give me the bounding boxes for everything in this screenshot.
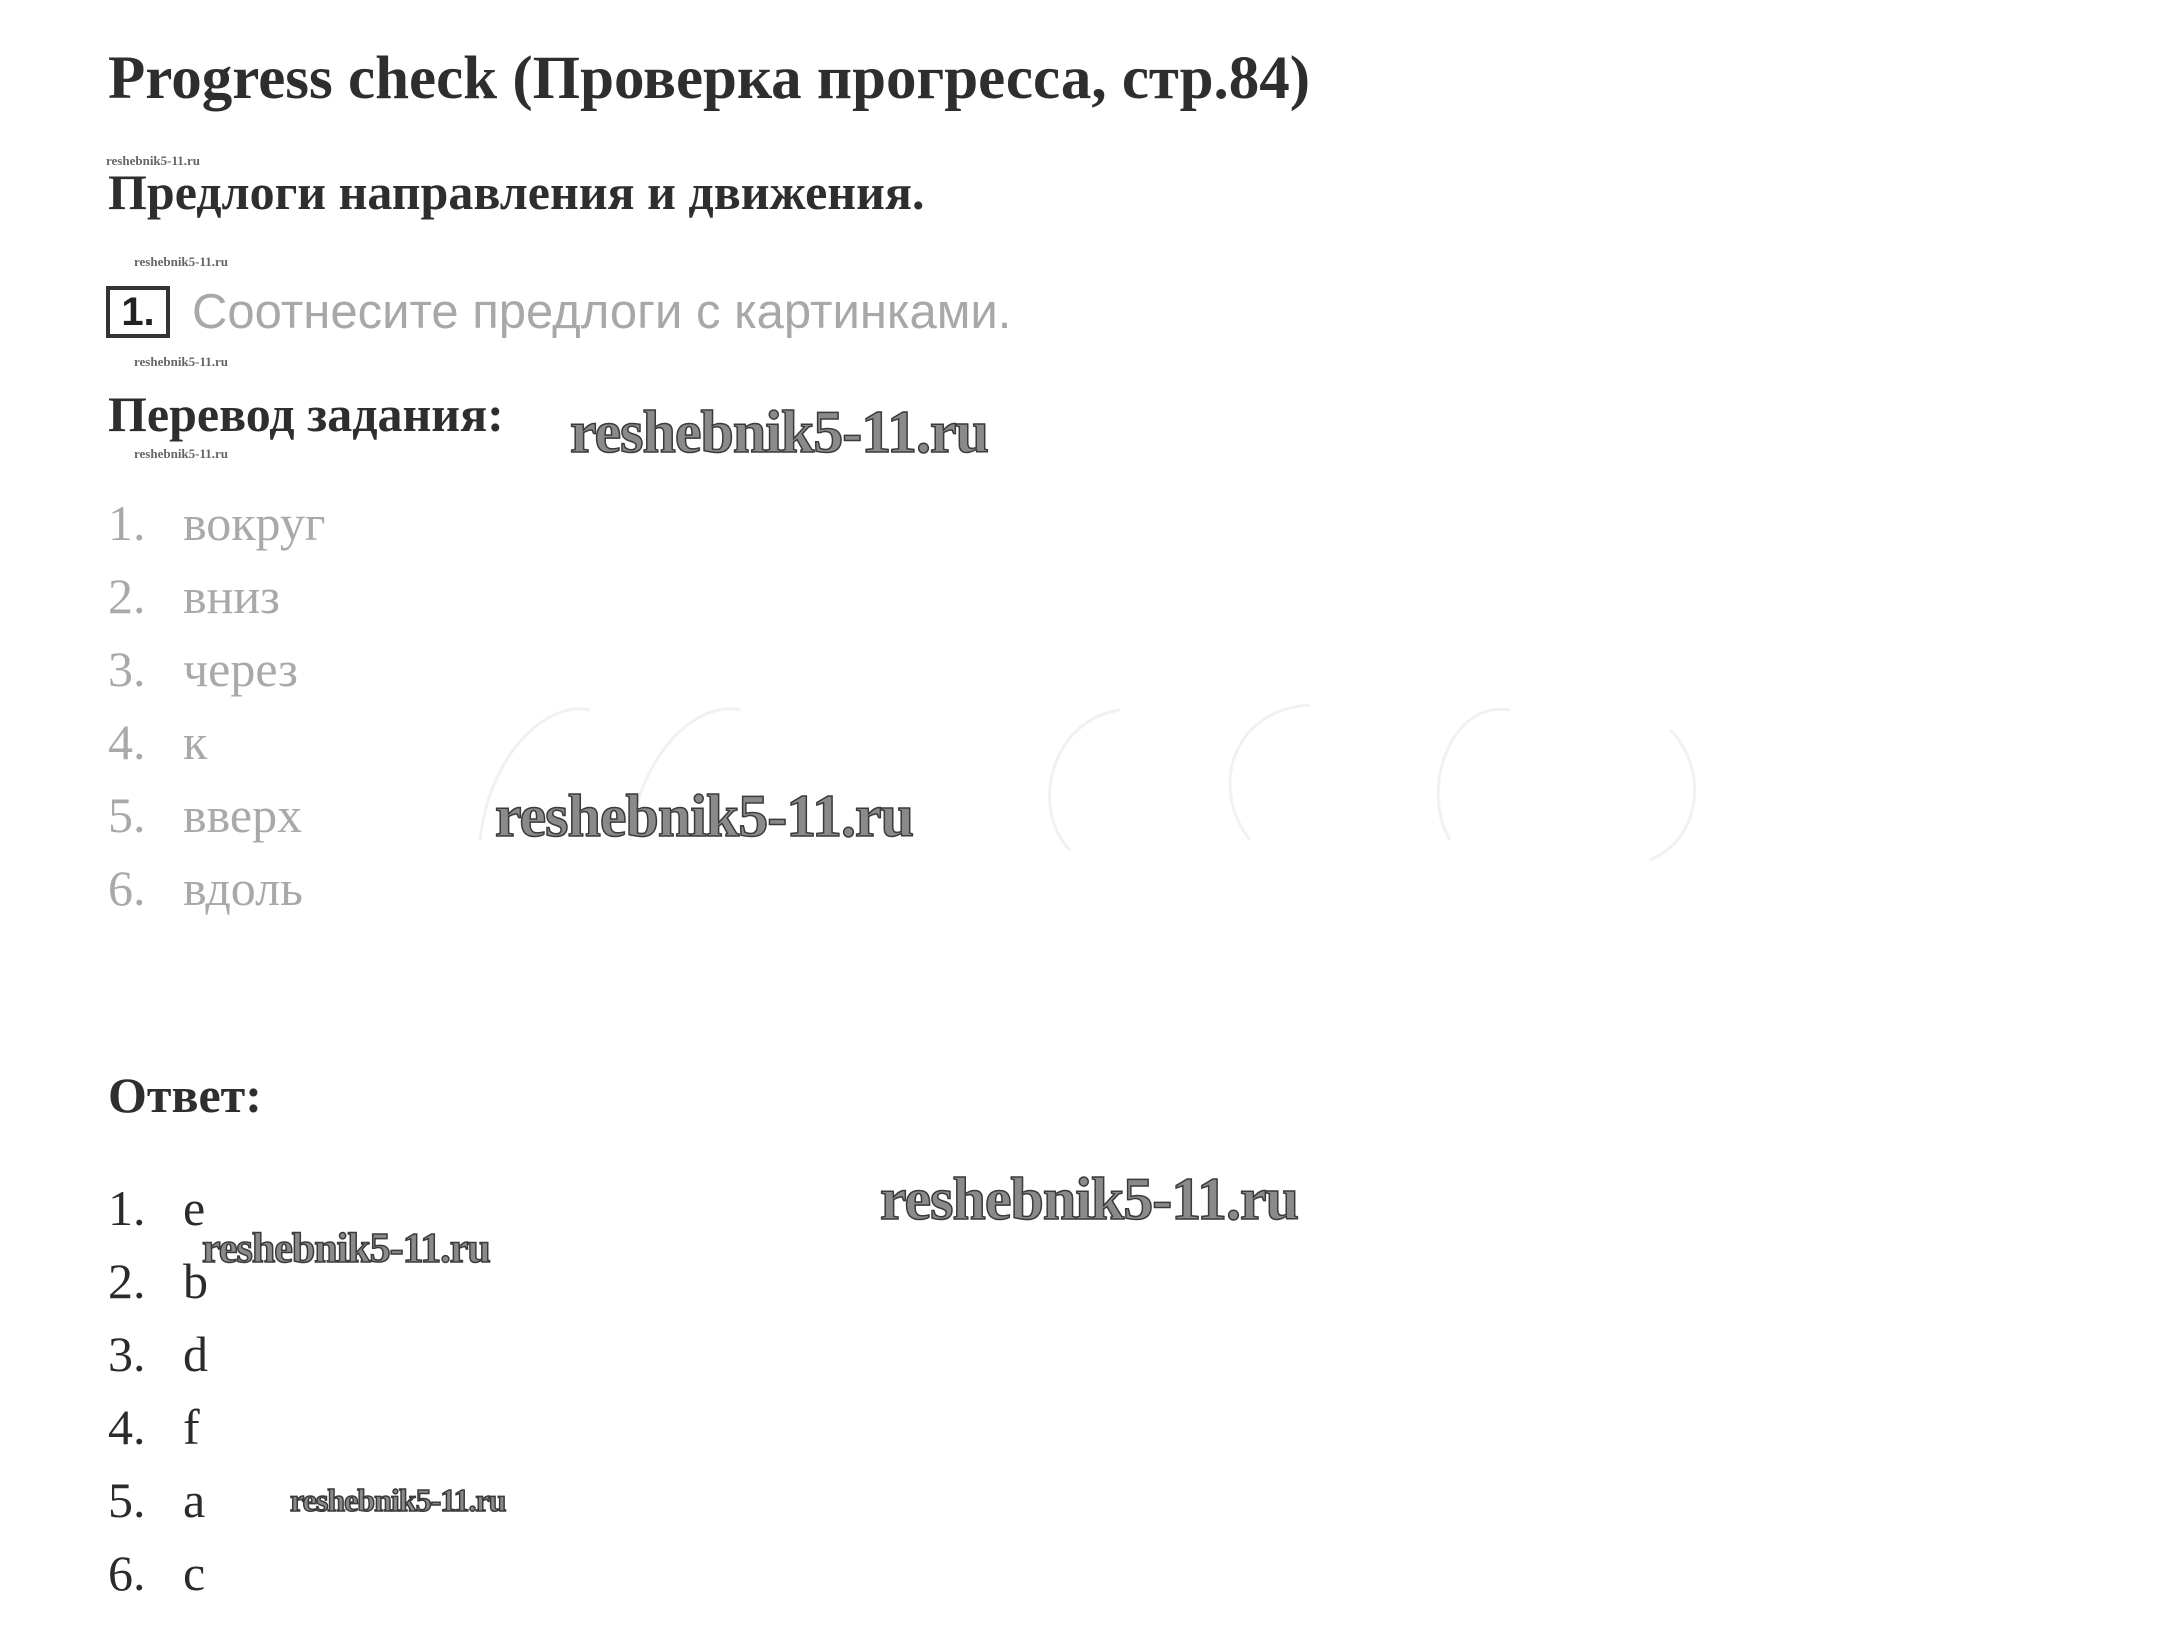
item-text: a — [183, 1472, 206, 1528]
list-item — [108, 1537, 208, 1610]
list-item — [108, 560, 325, 633]
list-item — [108, 633, 325, 706]
list-item — [108, 1464, 208, 1537]
watermark-large: reshebnik5-11.ru — [570, 399, 988, 465]
item-text: b — [183, 1253, 208, 1309]
item-number: 4. — [108, 714, 146, 770]
item-number: 5. — [108, 787, 146, 843]
item-number: 6. — [108, 860, 146, 916]
item-number: 2. — [108, 568, 146, 624]
watermark-small: reshebnik5-11.ru — [106, 153, 201, 168]
translation-list — [108, 487, 325, 925]
item-text: вокруг — [183, 495, 326, 551]
watermark-medium: reshebnik5-11.ru — [202, 1226, 490, 1272]
list-item — [108, 1318, 208, 1391]
item-text: через — [183, 641, 298, 697]
item-text: e — [183, 1180, 206, 1236]
watermark-large: reshebnik5-11.ru — [495, 783, 913, 849]
list-item — [108, 1172, 208, 1245]
item-text: d — [183, 1326, 208, 1382]
list-item — [108, 487, 325, 560]
task-text: Соотнесите предлоги с картинками. — [192, 285, 1012, 339]
item-number: 3. — [108, 1326, 146, 1382]
item-text: f — [183, 1399, 200, 1455]
list-item — [108, 1391, 208, 1464]
list-item — [108, 852, 325, 925]
task-number-badge: 1. — [106, 286, 170, 338]
watermark-large: reshebnik5-11.ru — [880, 1166, 1298, 1232]
item-number: 6. — [108, 1545, 146, 1601]
list-item — [108, 779, 325, 852]
item-text: вниз — [183, 568, 280, 624]
item-number: 1. — [108, 495, 146, 551]
list-item — [108, 706, 325, 779]
watermark-small: reshebnik5-11.ru — [134, 254, 229, 269]
list-item — [108, 1245, 208, 1318]
item-text: c — [183, 1545, 206, 1601]
item-number: 4. — [108, 1399, 146, 1455]
section-subtitle: Предлоги направления и движения. — [108, 164, 925, 220]
answer-list — [108, 1172, 208, 1610]
item-text: вверх — [183, 787, 303, 843]
task-row — [106, 281, 1011, 343]
page-title: Progress check (Проверка прогресса, стр.84) — [108, 45, 1311, 112]
item-text: к — [183, 714, 208, 770]
watermark-small-bold: reshebnik5-11.ru — [290, 1482, 506, 1518]
watermark-small: reshebnik5-11.ru — [134, 446, 229, 461]
item-number: 5. — [108, 1472, 146, 1528]
watermark-small: reshebnik5-11.ru — [134, 354, 229, 369]
translation-heading: Перевод задания: — [108, 386, 504, 442]
answer-heading: Ответ: — [108, 1067, 262, 1123]
item-number: 3. — [108, 641, 146, 697]
item-text: вдоль — [183, 860, 303, 916]
item-number: 2. — [108, 1253, 146, 1309]
item-number: 1. — [108, 1180, 146, 1236]
